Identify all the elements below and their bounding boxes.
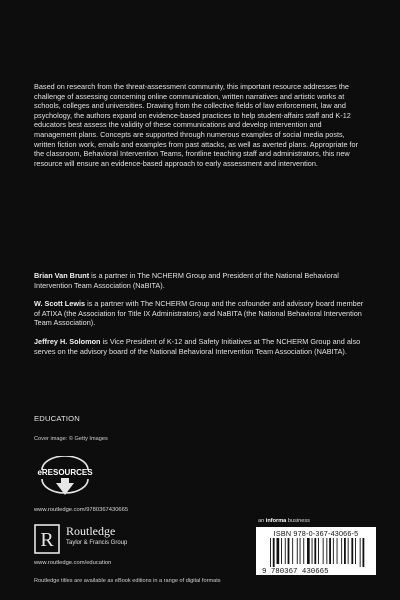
barcode-bar xyxy=(281,538,282,564)
barcode-bar xyxy=(292,538,293,564)
subject-category: EDUCATION xyxy=(34,414,80,423)
routledge-logo-icon xyxy=(34,524,60,554)
barcode-bar xyxy=(341,538,342,564)
barcode-icon xyxy=(260,538,372,574)
eresources-logo-text: eRESOURCES xyxy=(37,468,93,477)
author-name: Brian Van Brunt xyxy=(34,271,90,280)
eresources-url[interactable]: www.routledge.com/9780367430665 xyxy=(34,507,129,513)
download-arrow-icon xyxy=(36,456,94,504)
barcode-bar xyxy=(363,538,365,567)
barcode-bar xyxy=(337,538,338,564)
barcode-bar xyxy=(307,538,310,564)
author-name: W. Scott Lewis xyxy=(34,299,86,309)
barcode-bar xyxy=(360,538,361,567)
barcode-bar xyxy=(285,538,286,564)
barcode-bar xyxy=(355,538,356,564)
barcode-bar xyxy=(323,538,324,564)
barcode-bar xyxy=(329,538,331,564)
barcode-bar xyxy=(277,538,280,564)
ebook-note: Routledge titles are available as eBook editions in a range of digital formats xyxy=(34,578,221,584)
barcode-bar xyxy=(288,538,290,564)
barcode-bar xyxy=(318,538,319,564)
barcode-panel xyxy=(256,527,376,575)
barcode-bar xyxy=(344,538,346,564)
author-bio-text: is a partner in The NCHERM Group and President of the National Behavioral Intervention Team Association (NaBITA). xyxy=(34,271,339,290)
barcode-bar xyxy=(300,538,301,564)
informa-tagline xyxy=(258,518,310,524)
barcode-bar xyxy=(314,538,316,564)
barcode-bar xyxy=(270,538,271,567)
book-description: Based on research from the threat-assessment community, this important resource addresses the challenge of assessing concerning online communication, written narratives and artistic works at schools, colleges and universities. Drawing from the collective fields of law enforcement, law and psychology, the authors expand on evidence-based practices to help student-affairs staff and K-12 educators best assess the validity of these communications and develop intervention and management plans. Concepts are supported through numerous examples of social media posts, written fiction work, emails and examples from past attacks, as well as averted plans. Appropriate for the classroom, Behavioral Intervention Teams, frontline teaching staff and administrators, this new resource will ensure an evidence-based approach to early assessment and intervention. xyxy=(34,82,359,168)
barcode-bar xyxy=(297,538,298,564)
barcode-bar xyxy=(312,538,313,564)
publisher-name: Routledge xyxy=(66,524,116,538)
barcode-bar xyxy=(348,538,349,564)
publisher-url[interactable]: www.routledge.com/education xyxy=(34,560,112,566)
cover-credit: Cover image: © Getty Images xyxy=(34,436,108,442)
publisher-group: Taylor & Francis Group xyxy=(66,540,128,546)
barcode-bar xyxy=(326,538,327,564)
barcode-digits: 9 780367 430665 xyxy=(262,568,329,574)
barcode-bar xyxy=(273,538,275,567)
informa-prefix: an xyxy=(258,518,266,524)
isbn-label: ISBN 978-0-367-43066-5 xyxy=(273,529,359,538)
author-bio-text: is a partner with The NCHERM Group and the cofounder and advisory board member of ATIXA (the Association for Title IX Administrators) and NaBITA (the National Behavioral Intervention Team Association). xyxy=(34,299,364,328)
barcode-bar xyxy=(303,538,304,564)
svg-text:R: R xyxy=(40,529,54,551)
author-bio-text: is Vice President of K-12 and Safety Initiatives at The NCHERM Group and also serves on the advisory board of the National Behavioral Intervention Team Association (NABITA). xyxy=(34,336,361,356)
barcode-bar xyxy=(333,538,334,564)
author-bios xyxy=(34,271,364,365)
author-name: Jeffrey H. Solomon xyxy=(34,336,101,346)
author-bio xyxy=(34,337,364,356)
informa-brand: informa xyxy=(265,518,287,524)
informa-suffix: business xyxy=(286,518,310,524)
author-bio xyxy=(34,271,364,290)
barcode-bar xyxy=(351,538,353,564)
author-bio xyxy=(34,299,364,328)
